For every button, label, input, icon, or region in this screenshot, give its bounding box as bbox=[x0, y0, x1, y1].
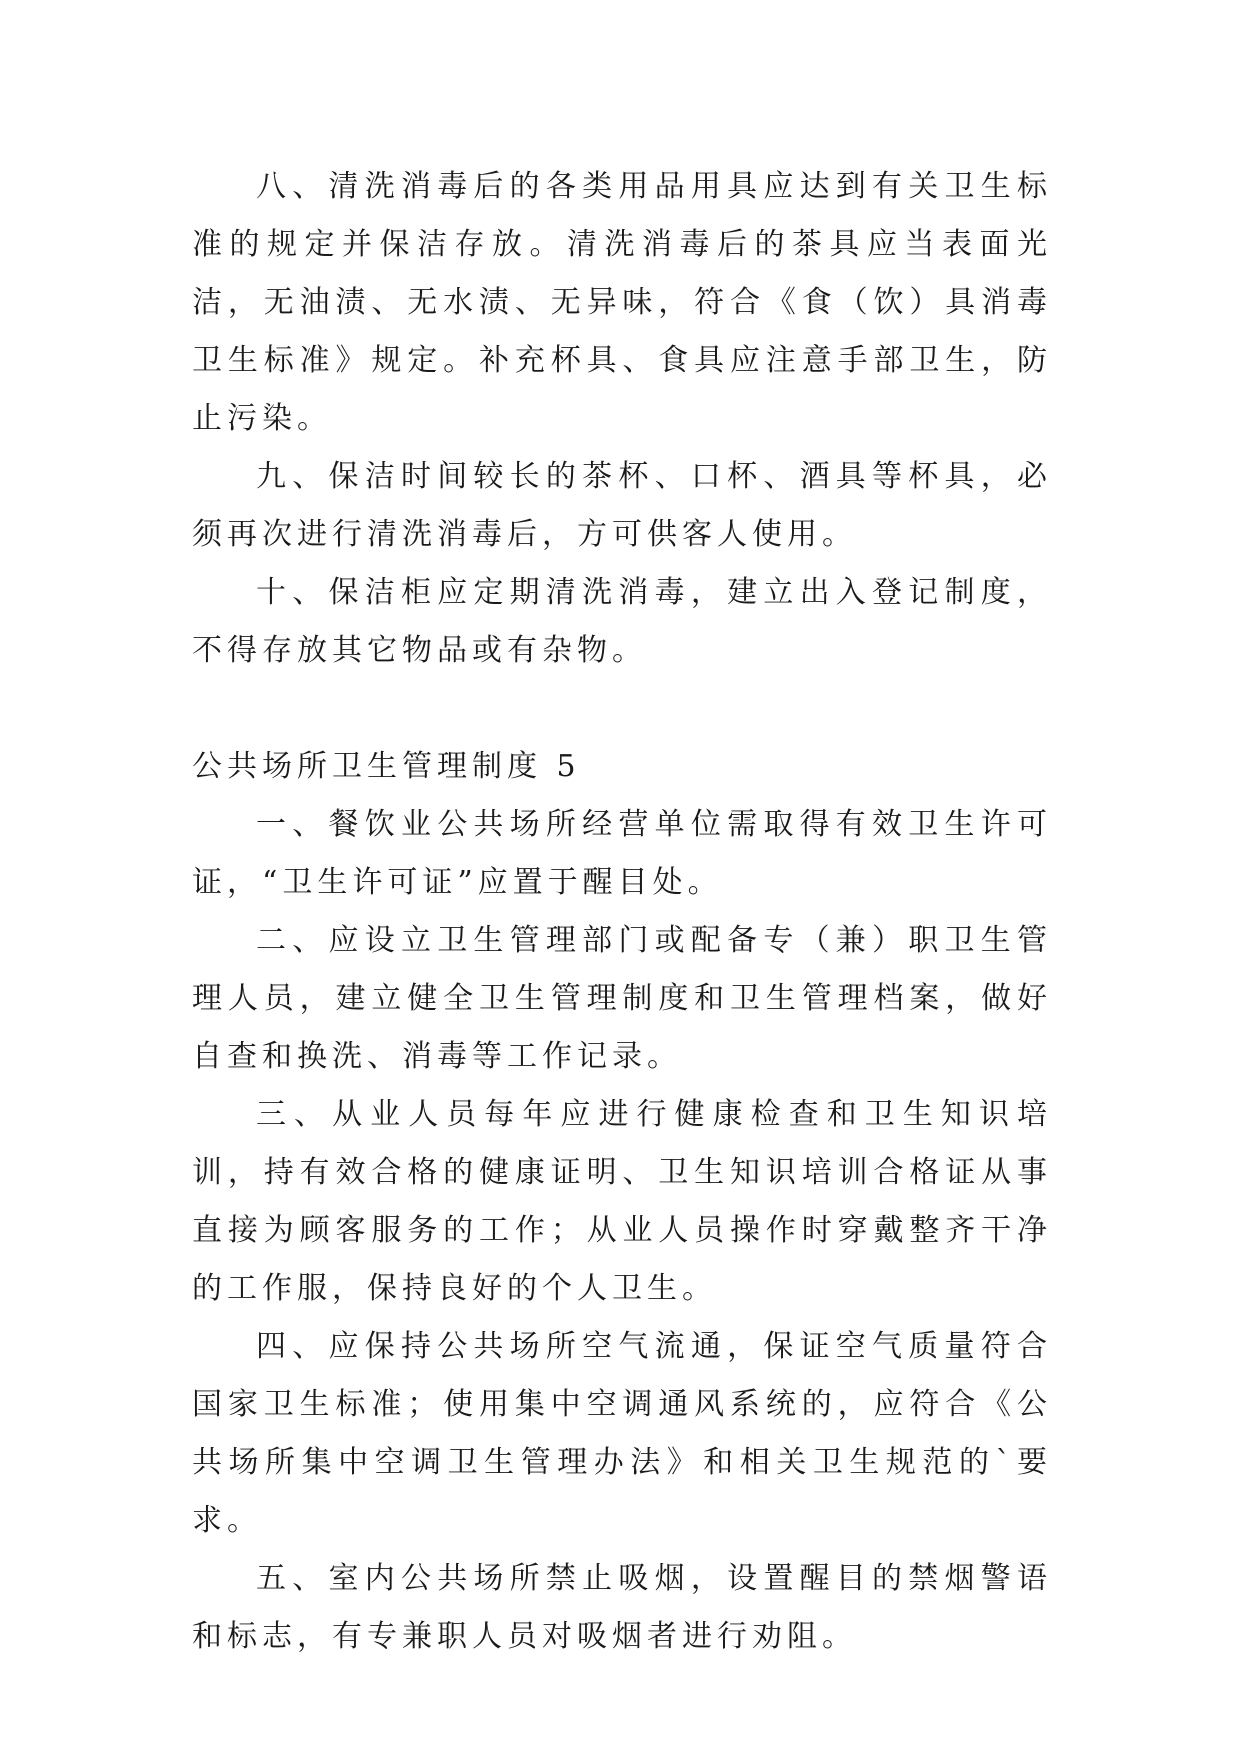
document-body bbox=[192, 158, 1052, 1666]
paragraph-2: 二、应设立卫生管理部门或配备专（兼）职卫生管理人员，建立健全卫生管理制度和卫生管理档案，做好自查和换洗、消毒等工作记录。 bbox=[192, 923, 1052, 1074]
paragraph-3: 三、从业人员每年应进行健康检查和卫生知识培训，持有效合格的健康证明、卫生知识培训合格证从事直接为顾客服务的工作；从业人员操作时穿戴整齐干净的工作服，保持良好的个人卫生。 bbox=[192, 1097, 1052, 1306]
paragraph-4: 四、应保持公共场所空气流通，保证空气质量符合国家卫生标准；使用集中空调通风系统的，应符合《公共场所集中空调卫生管理办法》和相关卫生规范的`要求。 bbox=[192, 1329, 1052, 1538]
section-spacer bbox=[192, 680, 1052, 738]
paragraph-9: 九、保洁时间较长的茶杯、口杯、酒具等杯具，必须再次进行清洗消毒后，方可供客人使用。 bbox=[192, 459, 1052, 552]
paragraph-8: 八、清洗消毒后的各类用品用具应达到有关卫生标准的规定并保洁存放。清洗消毒后的茶具应当表面光洁，无油渍、无水渍、无异味，符合《食（饮）具消毒卫生标准》规定。补充杯具、食具应注意手部卫生，防止污染。 bbox=[192, 169, 1052, 436]
paragraph-5: 五、室内公共场所禁止吸烟，设置醒目的禁烟警语和标志，有专兼职人员对吸烟者进行劝阻。 bbox=[192, 1561, 1052, 1654]
paragraph-10: 十、保洁柜应定期清洗消毒，建立出入登记制度，不得存放其它物品或有杂物。 bbox=[192, 575, 1052, 668]
section-title: 公共场所卫生管理制度 5 bbox=[192, 749, 581, 784]
paragraph-1: 一、餐饮业公共场所经营单位需取得有效卫生许可证，“卫生许可证”应置于醒目处。 bbox=[192, 807, 1052, 900]
